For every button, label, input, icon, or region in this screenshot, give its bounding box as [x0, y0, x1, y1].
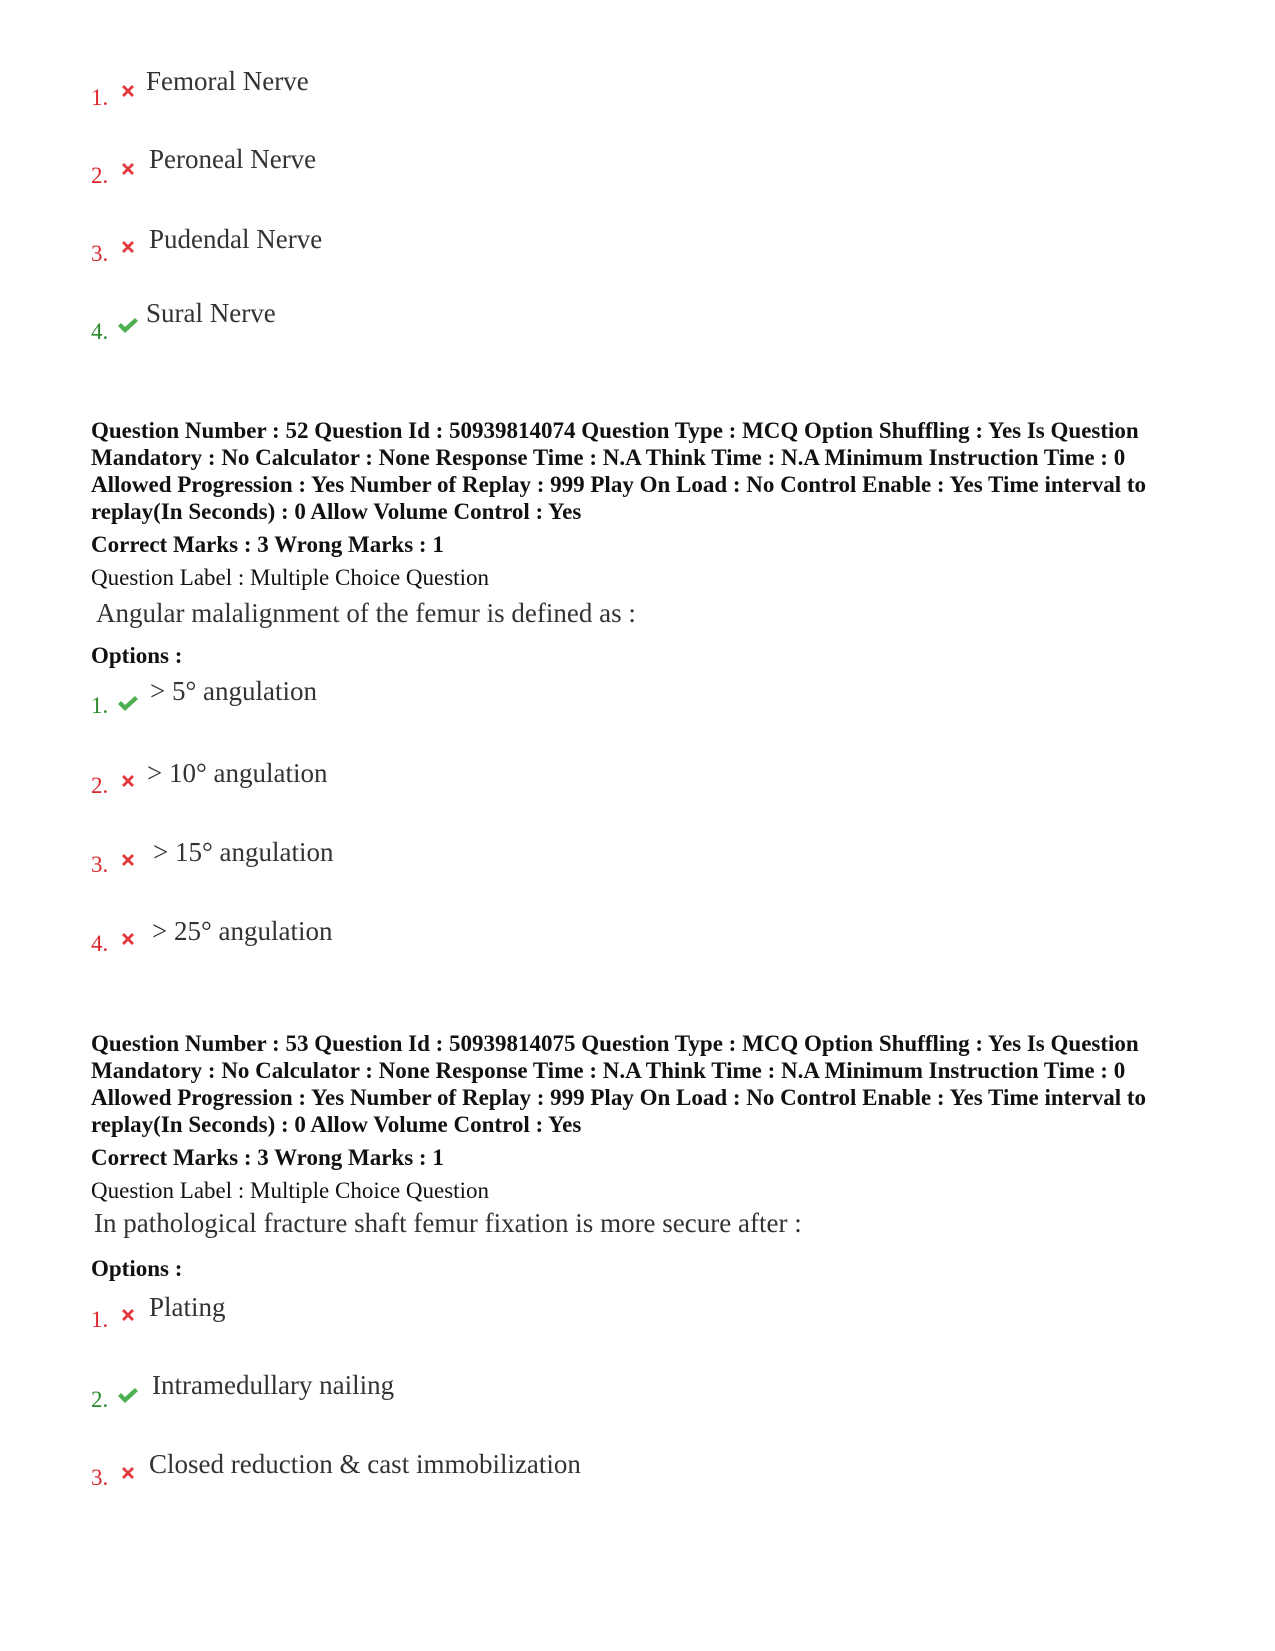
option-number: 3.: [91, 1465, 109, 1490]
check-icon: [117, 316, 139, 334]
question-text: In pathological fracture shaft femur fixation is more secure after :: [94, 1208, 802, 1238]
check-icon: [117, 1386, 139, 1404]
option-number: 2.: [91, 1387, 109, 1412]
cross-icon: [119, 930, 137, 948]
question-text: Angular malalignment of the femur is defined as :: [96, 598, 636, 628]
question-label: Question Label : Multiple Choice Question: [91, 565, 489, 590]
option-text: > 5° angulation: [150, 676, 317, 706]
question-meta: Question Number : 52 Question Id : 50939814074 Question Type : MCQ Option Shuffling : Yes Is Question Mandatory : No Calculator : None Response Time : N.A Think Time : N.A Minimum Instruction Time : 0 Allowed Progression : Yes Number of Replay : 999 Play On Load : No Control Enable : Yes Time interval to replay(In Seconds) : 0 Allow Volume Control : Yes: [91, 418, 1147, 524]
option-number: 4.: [91, 319, 109, 344]
question-label: Question Label : Multiple Choice Question: [91, 1178, 489, 1203]
cross-icon: [119, 851, 137, 869]
cross-icon: [119, 82, 137, 100]
option-number: 4.: [91, 931, 109, 956]
question-marks: Correct Marks : 3 Wrong Marks : 1: [91, 1145, 444, 1170]
option-text: Femoral Nerve: [146, 66, 309, 96]
option-text: > 15° angulation: [153, 837, 334, 867]
option-number: 2.: [91, 773, 109, 798]
options-heading: Options :: [91, 1256, 183, 1281]
option-text: Closed reduction & cast immobilization: [149, 1449, 581, 1479]
options-heading: Options :: [91, 643, 183, 668]
option-number: 1.: [91, 85, 109, 110]
option-number: 3.: [91, 852, 109, 877]
question-marks: Correct Marks : 3 Wrong Marks : 1: [91, 532, 444, 557]
option-number: 3.: [91, 241, 109, 266]
question-meta: Question Number : 53 Question Id : 50939814075 Question Type : MCQ Option Shuffling : Yes Is Question Mandatory : No Calculator : None Response Time : N.A Think Time : N.A Minimum Instruction Time : 0 Allowed Progression : Yes Number of Replay : 999 Play On Load : No Control Enable : Yes Time interval to replay(In Seconds) : 0 Allow Volume Control : Yes: [91, 1031, 1147, 1137]
option-number: 2.: [91, 163, 109, 188]
option-text: Peroneal Nerve: [149, 144, 317, 174]
option-text: Pudendal Nerve: [149, 224, 323, 254]
option-text: Sural Nerve: [146, 298, 276, 328]
option-text: Intramedullary nailing: [152, 1370, 395, 1400]
option-text: > 10° angulation: [147, 758, 328, 788]
option-number: 1.: [91, 693, 109, 718]
option-text: > 25° angulation: [152, 916, 333, 946]
option-number: 1.: [91, 1307, 109, 1332]
check-icon: [117, 694, 139, 712]
cross-icon: [119, 772, 137, 790]
cross-icon: [119, 1464, 137, 1482]
option-text: Plating: [149, 1292, 226, 1322]
cross-icon: [119, 160, 137, 178]
cross-icon: [119, 238, 137, 256]
cross-icon: [119, 1306, 137, 1324]
